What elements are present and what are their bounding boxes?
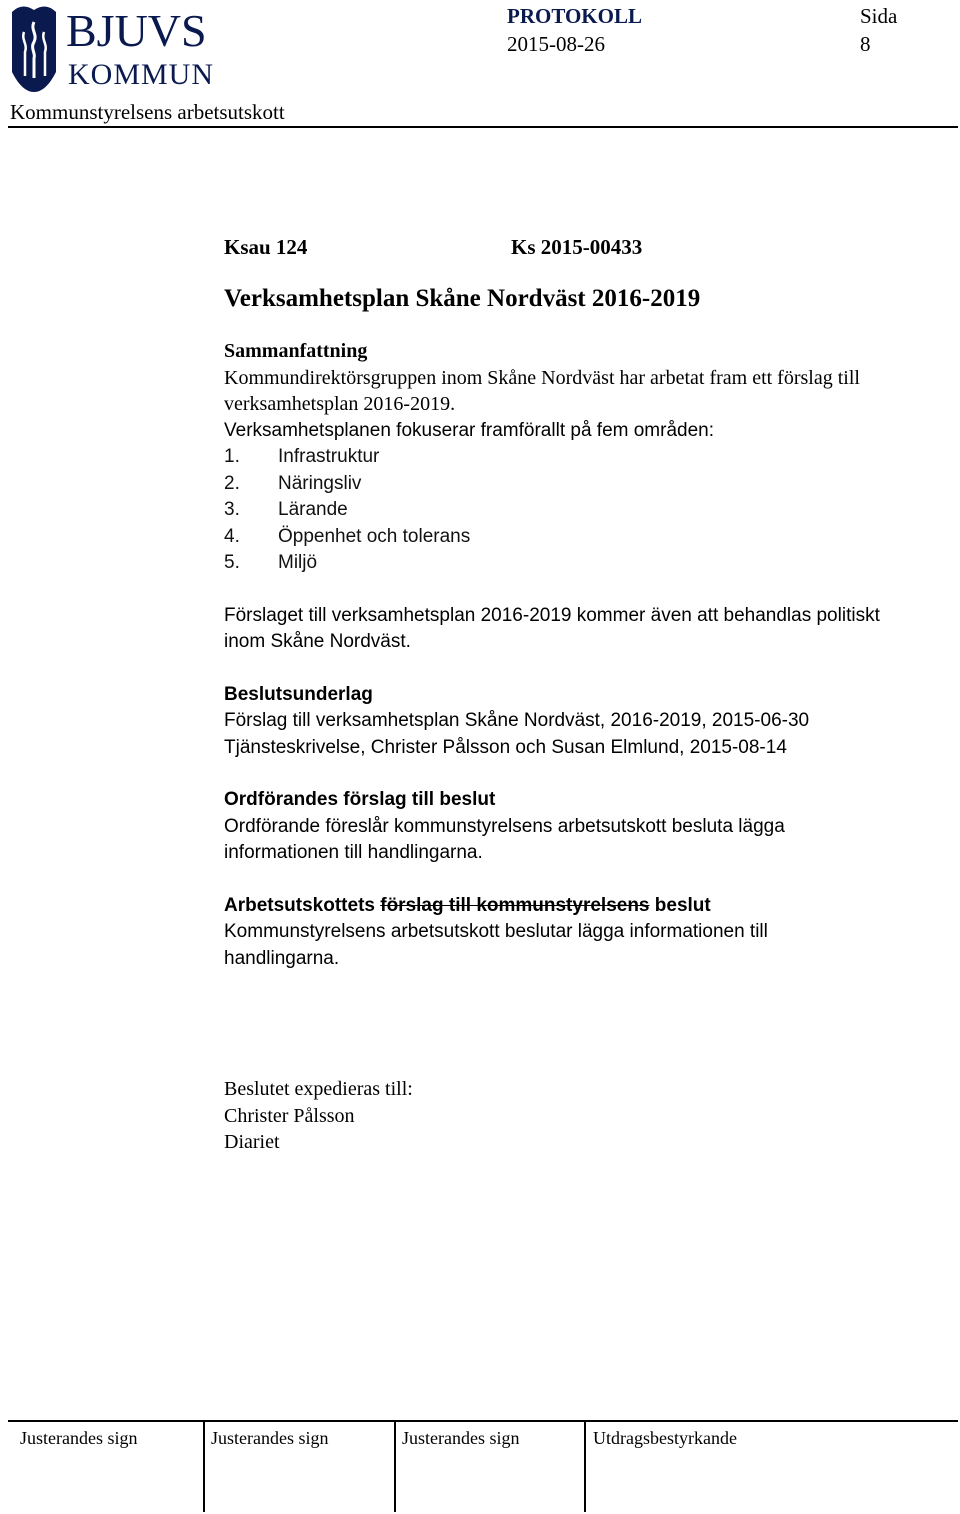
sammanfattning-paragraph: Förslaget till verksamhetsplan 2016-2019 kommer även att behandlas politiskt: [224, 604, 880, 626]
ordforande-text: Ordförande föreslår kommunstyrelsens arbetsutskott besluta lägga: [224, 815, 785, 837]
list-item: 5. Miljö: [224, 552, 318, 573]
sammanfattning-heading: Sammanfattning: [224, 340, 368, 362]
logo-emblem-icon: [8, 2, 248, 94]
department-name: Kommunstyrelsens arbetsutskott: [10, 100, 285, 124]
page-label: Sida: [860, 4, 898, 28]
ordforande-text: informationen till handlingarna.: [224, 842, 483, 863]
signature-label-2: Justerandes sign: [211, 1428, 329, 1448]
signature-separator: [584, 1422, 586, 1512]
document-type: PROTOKOLL: [507, 4, 642, 28]
list-item: 4. Öppenhet och tolerans: [224, 525, 471, 547]
expediering-heading: Beslutet expedieras till:: [224, 1078, 413, 1100]
signature-label-3: Justerandes sign: [402, 1428, 520, 1448]
footer-divider: [8, 1420, 958, 1422]
case-references: [224, 234, 960, 260]
bjuvs-kommun-logo: [8, 2, 248, 94]
list-item: 2. Näringsliv: [224, 472, 362, 494]
page-number: 8: [860, 32, 871, 56]
expediering-recipient: Christer Pålsson: [224, 1104, 355, 1127]
beslutsunderlag-item: Tjänsteskrivelse, Christer Pålsson och Susan Elmlund, 2015-08-14: [224, 736, 787, 758]
case-title: Verksamhetsplan Skåne Nordväst 2016-2019: [224, 285, 701, 312]
logo-text-kommun: KOMMUN: [68, 58, 215, 91]
sammanfattning-line: Kommundirektörsgruppen inom Skåne Nordväst har arbetat fram ett förslag till: [224, 366, 860, 389]
signature-separator: [203, 1422, 205, 1512]
certification-label: Utdragsbestyrkande: [593, 1428, 737, 1448]
protocol-body: [224, 234, 960, 1156]
ksau-reference: Ksau 124: [224, 235, 308, 259]
signature-separator: [394, 1422, 396, 1512]
logo-text-bjuvs: BJUVS: [66, 5, 207, 56]
signature-label-1: Justerandes sign: [20, 1428, 138, 1448]
header-divider: [8, 126, 958, 128]
expediering-recipient: Diariet: [224, 1131, 280, 1153]
list-item: 3. Lärande: [224, 499, 348, 520]
arbetsutskottet-heading: Arbetsutskottets förslag till kommunstyrelsens beslut: [224, 894, 711, 916]
list-item: 1. Infrastruktur: [224, 446, 380, 467]
ks-reference: Ks 2015-00433: [511, 235, 643, 259]
sammanfattning-line: Verksamhetsplanen fokuserar framförallt på fem områden:: [224, 419, 715, 441]
sammanfattning-paragraph: inom Skåne Nordväst.: [224, 631, 411, 652]
beslut-text: Kommunstyrelsens arbetsutskott beslutar lägga informationen till: [224, 921, 768, 942]
struck-text: förslag till kommunstyrelsens: [380, 894, 650, 916]
beslut-text: handlingarna.: [224, 947, 340, 969]
focus-areas-list: [224, 444, 960, 577]
document-date: 2015-08-26: [507, 32, 605, 56]
ordforande-heading: Ordförandes förslag till beslut: [224, 789, 496, 810]
beslutsunderlag-item: Förslag till verksamhetsplan Skåne Nordväst, 2016-2019, 2015-06-30: [224, 710, 810, 731]
beslutsunderlag-heading: Beslutsunderlag: [224, 683, 373, 705]
sammanfattning-line: verksamhetsplan 2016-2019.: [224, 393, 456, 415]
